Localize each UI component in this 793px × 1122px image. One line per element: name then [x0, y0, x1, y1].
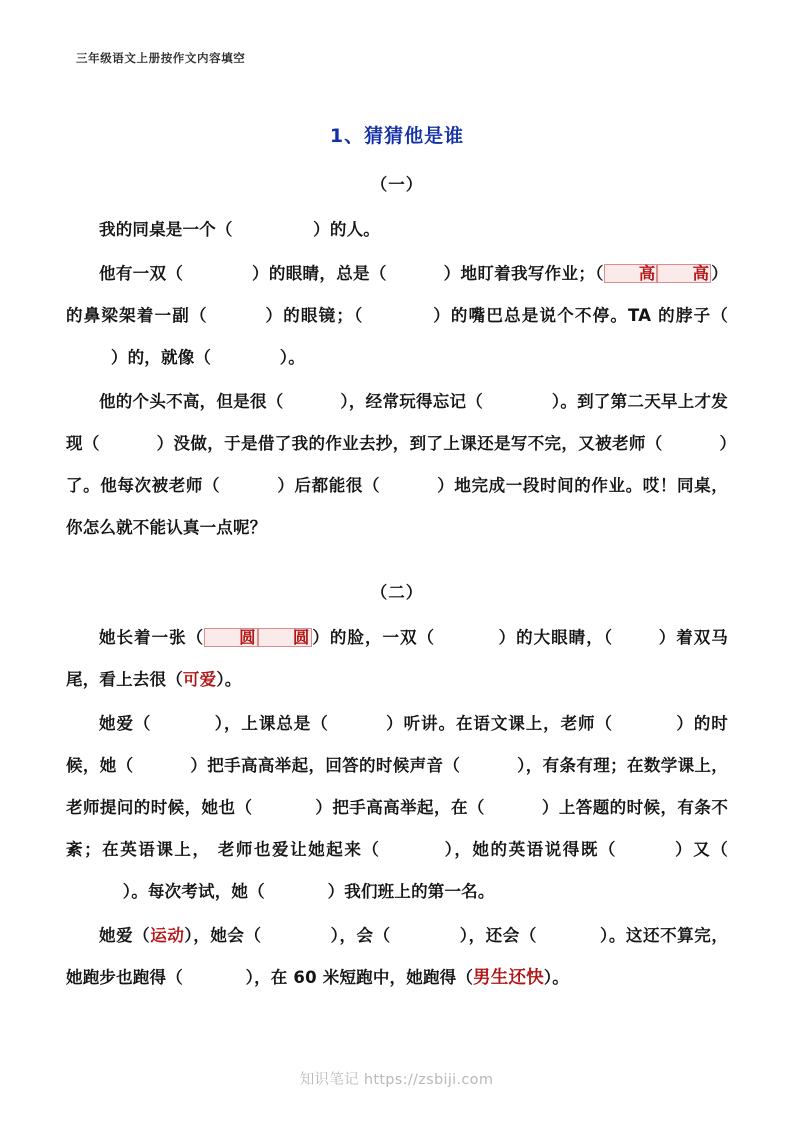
answer-word-yuanyuan: 圆 圆	[204, 628, 311, 647]
paragraph-6: 她爱（运动），她会（ ），会（ ），还会（ ）。这还不算完，她跑步也跑得（ ），在 60 米短跑中，她跑得（男生还快）。	[66, 915, 728, 999]
blank-field	[364, 295, 433, 337]
blank-field	[151, 703, 214, 745]
blank-field	[66, 871, 123, 913]
paragraph-1: 我的同桌是一个（ ）的人。	[66, 209, 728, 251]
blank-field	[100, 423, 157, 465]
blank-field	[663, 423, 720, 465]
document-body	[66, 110, 728, 1001]
blank-field	[613, 617, 658, 659]
blank-field	[329, 703, 386, 745]
blank-field	[265, 871, 328, 913]
answer-word-gaogao: 高 高	[604, 264, 711, 283]
answer-word-keai: 可爱	[182, 669, 217, 689]
blank-field	[233, 209, 314, 251]
blank-field	[387, 253, 444, 295]
blank-field	[485, 787, 542, 829]
running-header: 三年级语文上册按作文内容填空	[76, 51, 246, 65]
paragraph-3: 他的个头不高，但是很（ ），经常玩得忘记（ ）。到了第二天早上才发现（ ）没做，于是借了我的作业去抄，到了上课还是写不完，又被老师（ ）了。他每次被老师（ ）后都能很（ ）地完成一段时间的作业。哎！同桌，你怎么就不能认真一点呢？	[66, 381, 728, 549]
paragraph-4: 她长着一张（ 圆 圆 ）的脸，一双（ ）的大眼睛，（ ）着双马尾，看上去很（可爱）。	[66, 617, 728, 701]
blank-field	[391, 915, 460, 957]
answer-word-nanshenghuankuai: 男生还快	[473, 967, 544, 988]
paragraph-2: 他有一双（ ）的眼睛，总是（ ）地盯着我写作业；（ 高 高 ）的鼻梁架着一副（ ）的眼镜；（ ）的嘴巴总是说个不停。TA 的脖子（ ）的，就像（ ）。	[66, 253, 728, 379]
section-label-one: （一）	[370, 174, 424, 194]
section-label-two: （二）	[370, 582, 424, 602]
page-title: 1、猜猜他是谁	[329, 125, 465, 147]
blank-field	[262, 915, 331, 957]
blank-field	[613, 703, 676, 745]
blank-field	[460, 745, 517, 787]
paragraph-5: 她爱（ ），上课总是（ ）听讲。在语文课上，老师（ ）的时候，她（ ）把手高高举起，回答的时候声音（ ），有条有理；在数学课上，老师提问的时候，她也（ ）把手高高举起，在（ ）上答题的时候，有条不紊；在英语课上， 老师也爱让她起来（ ），她的英语说得既（ ）又（ ）。每次考试，她（ ）我们班上的第一名。	[66, 703, 728, 913]
blank-field	[183, 957, 246, 999]
blank-field	[284, 381, 341, 423]
blank-field	[483, 381, 552, 423]
blank-field	[537, 915, 600, 957]
blank-field	[380, 829, 443, 871]
blank-field	[220, 465, 277, 507]
blank-field	[183, 253, 252, 295]
blank-field	[208, 295, 265, 337]
blank-field	[66, 337, 111, 379]
blank-field	[617, 829, 674, 871]
watermark: 知识笔记 https://zsbiji.com	[299, 1072, 494, 1088]
blank-field	[435, 617, 498, 659]
blank-field	[211, 337, 280, 379]
blank-field	[133, 745, 190, 787]
blank-field	[252, 787, 315, 829]
blank-field	[380, 465, 437, 507]
answer-word-yundong: 运动	[150, 925, 185, 945]
